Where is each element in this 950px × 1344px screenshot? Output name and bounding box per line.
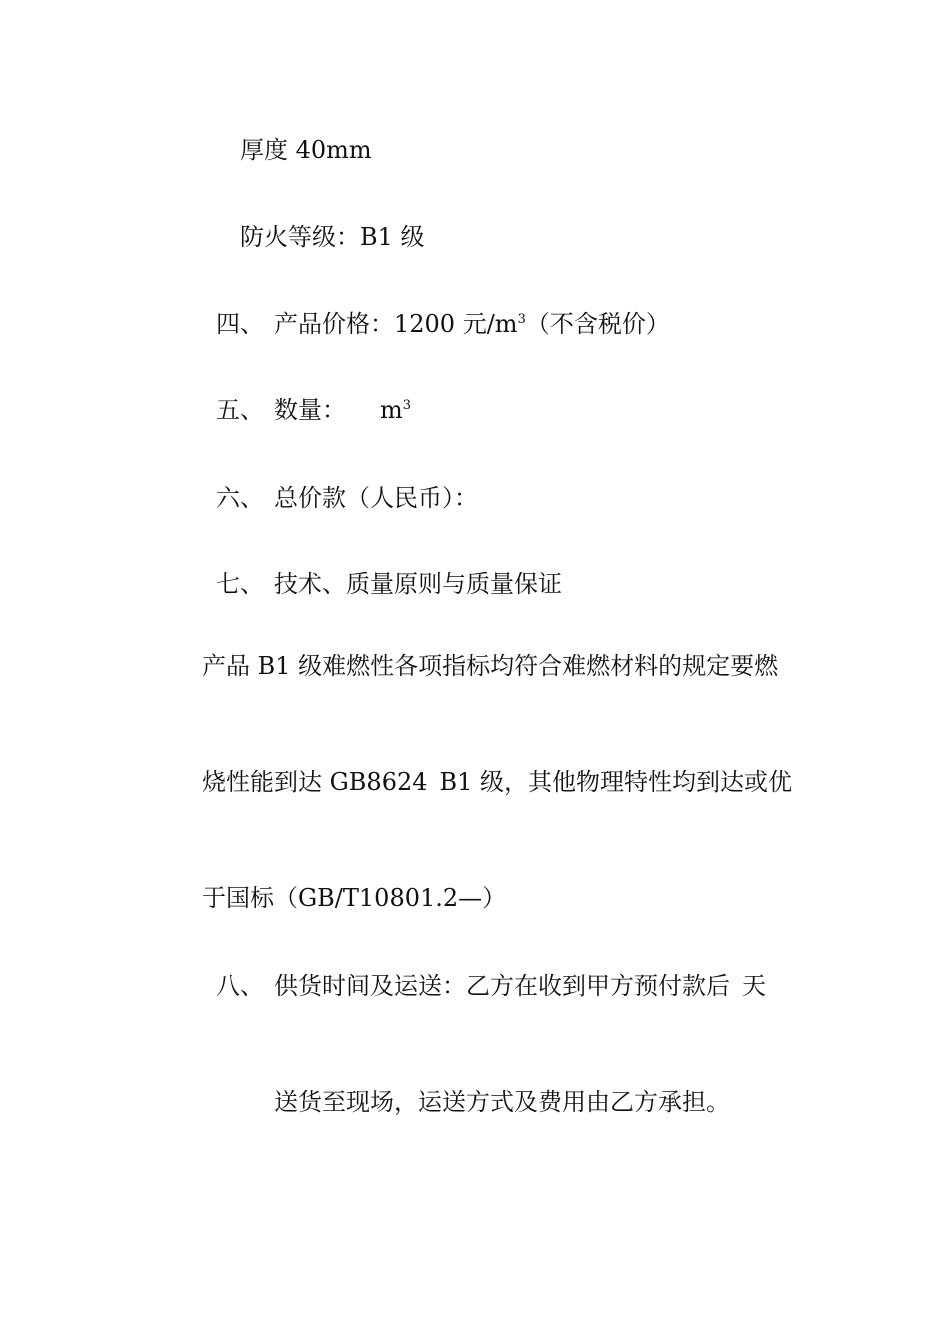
section-number: 八、: [216, 972, 264, 1000]
paragraph-line-3: 于国标（GB/T10801.2—）: [202, 884, 507, 912]
superscript: 3: [517, 312, 526, 327]
delivery-days: 天: [742, 972, 766, 1000]
fire-rating-line: 防火等级：B1 级: [240, 223, 425, 251]
quality-heading: 技术、质量原则与质量保证: [274, 570, 562, 598]
section-6-total: [216, 482, 478, 514]
price-text: 产品价格：1200 元/m: [274, 310, 518, 338]
section-5-quantity: [216, 394, 411, 426]
section-number: 七、: [216, 570, 264, 598]
delivery-text: 供货时间及运送：乙方在收到甲方预付款后: [274, 972, 730, 1000]
quantity-unit: m: [380, 396, 403, 424]
total-label: 总价款（人民币）：: [274, 484, 478, 512]
superscript: 3: [402, 398, 412, 413]
paragraph-text: B1 级，其他物理特性均到达或优: [439, 768, 793, 796]
section-7-quality: [216, 568, 562, 600]
quantity-label: 数量：: [274, 396, 346, 424]
section-number: 四、: [216, 310, 264, 338]
section-8-continuation: 送货至现场，运送方式及费用由乙方承担。: [274, 1088, 730, 1116]
thickness-line: 厚度 40mm: [240, 136, 372, 164]
section-8-delivery: [216, 970, 766, 1002]
paragraph-line-2: [202, 766, 792, 798]
section-number: 五、: [216, 396, 264, 424]
paragraph-text: 烧性能到达 GB8624: [202, 768, 428, 796]
section-number: 六、: [216, 484, 264, 512]
price-suffix: （不含税价）: [525, 310, 670, 338]
paragraph-line-1: 产品 B1 级难燃性各项指标均符合难燃材料的规定要燃: [202, 652, 779, 680]
section-4-price: [216, 308, 670, 340]
